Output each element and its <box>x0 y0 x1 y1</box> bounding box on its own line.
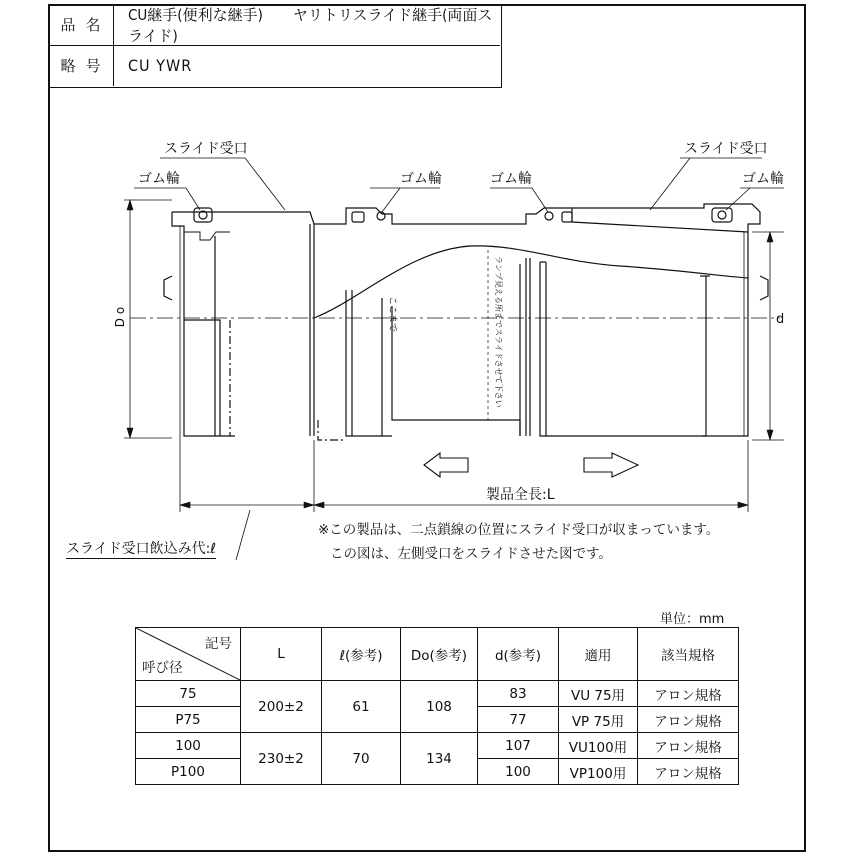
product-code-value: CU YWR <box>128 56 193 75</box>
col-l: ℓ(参考) <box>322 628 401 681</box>
header-nominal: 呼び径 <box>142 660 183 676</box>
col-L: L <box>241 628 322 681</box>
note-line-1: ※この製品は、二点鎖線の位置にスライド受口が収まっています。 <box>318 522 720 538</box>
cell-size: P100 <box>136 759 241 785</box>
cell-L: 200±2 <box>241 681 322 733</box>
cell-std: アロン規格 <box>638 681 739 707</box>
cell-std: アロン規格 <box>638 707 739 733</box>
label-inner-instruction: ランプ見える所までスライドさせて下さい <box>494 256 503 408</box>
col-d: d(参考) <box>478 628 559 681</box>
label-inner-here: ここまで <box>387 296 397 333</box>
spec-table <box>135 627 739 785</box>
table-header-row <box>136 628 739 681</box>
cell-size: 75 <box>136 681 241 707</box>
label-rubber-ring-2: ゴム輪 <box>400 171 442 187</box>
cell-l: 70 <box>322 733 401 785</box>
label-rubber-ring-4: ゴム輪 <box>742 171 784 187</box>
label-rubber-ring-3: ゴム輪 <box>490 171 532 187</box>
col-std: 該当規格 <box>638 628 739 681</box>
cell-use: VU 75用 <box>559 681 638 707</box>
cell-do: 108 <box>401 681 478 733</box>
header-diag-cell <box>136 628 241 681</box>
table-row <box>136 681 739 707</box>
product-name-label: 品名 <box>48 4 114 45</box>
col-use: 適用 <box>559 628 638 681</box>
product-name-value: CU継手(便利な継手) ヤリトリスライド継手(両面スライド) <box>128 5 493 45</box>
label-d: d <box>776 312 785 327</box>
cell-L: 230±2 <box>241 733 322 785</box>
unit-label: 単位：mm <box>660 612 725 627</box>
product-code-label: 略号 <box>48 45 114 86</box>
cell-d: 77 <box>478 707 559 733</box>
cell-use: VU100用 <box>559 733 638 759</box>
note-line-2: この図は、左側受口をスライドさせた図です。 <box>330 546 613 562</box>
header-symbol: 記号 <box>205 636 232 652</box>
cell-use: VP 75用 <box>559 707 638 733</box>
cell-d: 100 <box>478 759 559 785</box>
cell-size: 100 <box>136 733 241 759</box>
label-rubber-ring-1: ゴム輪 <box>138 171 180 187</box>
cell-d: 83 <box>478 681 559 707</box>
label-slide-socket-left: スライド受口 <box>164 141 248 157</box>
cell-d: 107 <box>478 733 559 759</box>
table-row <box>136 733 739 759</box>
cell-std: アロン規格 <box>638 733 739 759</box>
label-total-length: 製品全長:L <box>486 487 555 503</box>
label-do: D o <box>113 306 128 328</box>
cell-size: P75 <box>136 707 241 733</box>
cell-l: 61 <box>322 681 401 733</box>
label-slide-socket-right: スライド受口 <box>684 141 768 157</box>
col-do: Do(参考) <box>401 628 478 681</box>
label-insertion-depth: スライド受口飲込み代:ℓ <box>66 538 216 559</box>
cell-use: VP100用 <box>559 759 638 785</box>
cell-std: アロン規格 <box>638 759 739 785</box>
cell-do: 134 <box>401 733 478 785</box>
